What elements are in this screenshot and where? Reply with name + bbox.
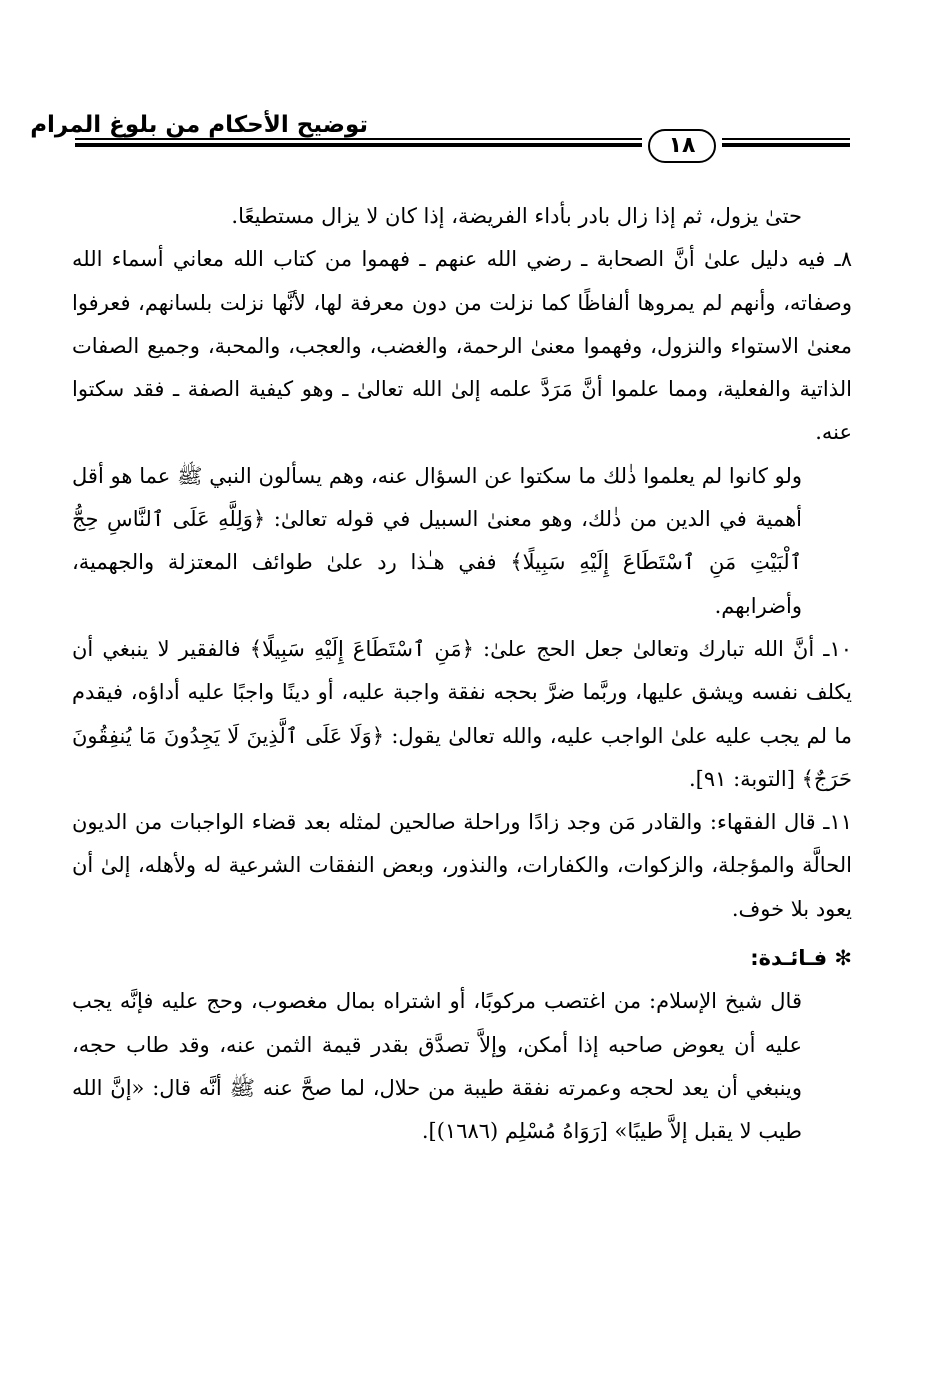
benefit-heading: فـائـدة: xyxy=(750,946,828,971)
header-rule-right xyxy=(722,138,850,147)
benefit-text: قال شيخ الإسلام: من اغتصب مركوبًا، أو اشتراه بمال مغصوب، وحج عليه فإنَّه يجب عليه أن يعوض صاحبه إذا أمكن، وإلاَّ تصدَّق بقدر قيمة الثمن عنه، وقد طاب حجه، وينبغي أن يعد لحجه وعمرته نفقة طيبة من حلال، لما صحَّ عنه ﷺ أنَّه قال: «إنَّ الله طيب لا يقبل إلاَّ طيبًا» [رَوَاهُ مُسْلِم (١٦٨٦)]. xyxy=(72,989,802,1144)
book-title: توضيح الأحكام من بلوغ المرام xyxy=(30,112,368,138)
paragraph-continuation: حتىٰ يزول، ثم إذا زال بادر بأداء الفريضة، إذا كان لا يزال مستطيعًا. xyxy=(231,204,802,228)
header-rule-left xyxy=(75,138,642,147)
page-body xyxy=(72,195,852,1154)
paragraph-prophet-question: ولو كانوا لم يعلموا ذٰلك ما سكتوا عن السؤال عنه، وهم يسألون النبي ﷺ عما هو أقل أهمية في الدين من ذٰلك، وهو معنىٰ السبيل في قوله تعالىٰ: ﴿وَلِلَّهِ عَلَى ٱلنَّاسِ حِجُّ ٱلْبَيْتِ مَنِ ٱسْتَطَاعَ إِلَيْهِ سَبِيلًا﴾ ففي هـٰذا رد علىٰ طوائف المعتزلة والجهمية، وأضرابهم. xyxy=(72,463,802,618)
point-11: ١١ـ قال الفقهاء: والقادر مَن وجد زادًا وراحلة صالحين لمثله بعد قضاء الواجبات من الديون الحالَّة والمؤجلة، والزكوات، والكفارات، والنذور، وبعض النفقات الشرعية له ولأهله، إلىٰ أن يعود بلا خوف. xyxy=(72,810,852,921)
asterisk-icon: ✻ xyxy=(827,946,852,971)
benefit-heading-line xyxy=(72,937,852,980)
page-number-badge: ١٨ xyxy=(648,129,716,163)
point-10: ١٠ـ أنَّ الله تبارك وتعالىٰ جعل الحج علىٰ: ﴿مَنِ ٱسْتَطَاعَ إِلَيْهِ سَبِيلًا﴾ فالفقير لا ينبغي أن يكلف نفسه ويشق عليها، وربَّما ضرَّ بحجه نفقة واجبة عليه، أو دينًا واجبًا عليه أداؤه، فيقدم ما لم يجب عليه علىٰ الواجب عليه، والله تعالىٰ يقول: ﴿وَلَا عَلَى ٱلَّذِينَ لَا يَجِدُونَ مَا يُنفِقُونَ حَرَجٌ﴾ [التوبة: ٩١]. xyxy=(72,636,852,791)
point-8: ٨ـ فيه دليل علىٰ أنَّ الصحابة ـ رضي الله عنهم ـ فهموا من كتاب الله معاني أسماء الله وصفاته، وأنهم لم يمروها ألفاظًا كما نزلت من دون معرفة لها، لأنَّها نزلت بلسانهم، فعرفوا معنىٰ الاستواء والنزول، وفهموا معنىٰ الرحمة، والغضب، والعجب، والمحبة، وجميع الصفات الذاتية والفعلية، ومما علموا أنَّ مَرَدَّ علمه إلىٰ الله تعالىٰ ـ وهو كيفية الصفة ـ فقد سكتوا عنه. xyxy=(72,247,852,445)
